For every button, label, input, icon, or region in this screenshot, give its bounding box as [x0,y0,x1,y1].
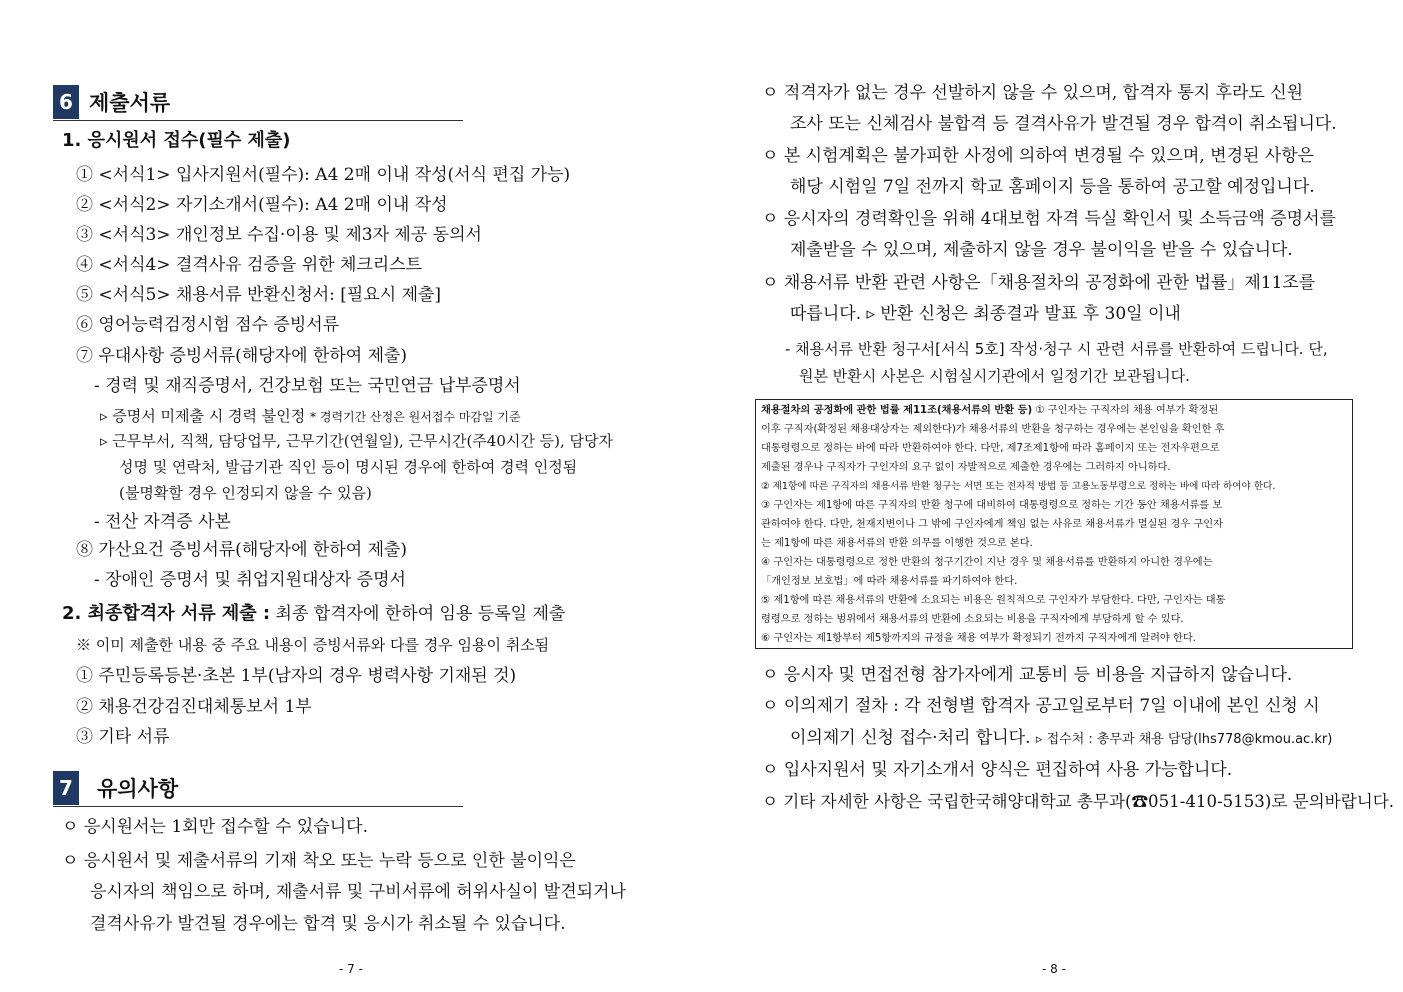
triangle-item-cont: (불명확할 경우 인정되지 않을 수 있음) [119,484,372,502]
notice-item-cont [790,726,1332,752]
notice-item-text: 이의제기 신청 접수·처리 합니다. [790,728,1031,748]
dash-item-cont: 원본 반환시 사본은 시험실시기관에서 일정기간 보관됩니다. [799,367,1190,385]
notice-item: ㅇ 이의제기 절차 : 각 전형별 합격자 공고일로부터 7일 이내에 본인 신청 시 [762,696,1320,716]
contact-text: ▹ 접수처 : 총무과 채용 담당(lhs778@kmou.ac.kr) [1035,732,1333,747]
law-line: 대통령령으로 정하는 바에 따라 반환하여야 한다. 다만, 제7조제1항에 따라 홈페이지 또는 전자우편으로 [761,443,1220,454]
notice-item: ㅇ 적격자가 없는 경우 선발하지 않을 수 있으며, 합격자 통지 후라도 신원 [762,83,1304,103]
law-title: 채용절차의 공정화에 관한 법률 제11조(채용서류의 반환 등) [761,405,1033,416]
notice-item: ㅇ 응시원서 및 제출서류의 기재 착오 또는 누락 등으로 인한 불이익은 [62,851,576,871]
dash-item: - 전산 자격증 사본 [94,512,231,532]
notice-item-cont: 제출받을 수 있으며, 제출하지 않을 경우 불이익을 받을 수 있습니다. [790,240,1293,260]
law-line: ⑤ 제1항에 따른 채용서류의 반환에 소요되는 비용은 원칙적으로 구인자가 부담한다. 다만, 구인자는 대통 [761,595,1226,606]
notice-item: ㅇ 채용서류 반환 관련 사항은「채용절차의 공정화에 관한 법률」제11조를 [762,273,1316,293]
law-line: ② 제1항에 따른 구직자의 채용서류 반환 청구는 서면 또는 전자적 방법 등 고용노동부령으로 정하는 바에 따라 하여야 한다. [761,481,1276,492]
subheading-1: 1. 응시원서 접수(필수 제출) [62,130,291,151]
section-underline [53,120,463,121]
page-left [0,0,700,992]
section-title: 제출서류 [89,91,171,115]
notice-item: ㅇ 본 시험계획은 불가피한 사정에 의하여 변경될 수 있으며, 변경된 사항은 [762,146,1315,166]
law-line: 제출된 경우나 구직자가 구인자의 요구 없이 자발적으로 제출한 경우에는 그러하지 아니하다. [761,462,1171,473]
notice-item-cont: 응시자의 책임으로 하며, 제출서류 및 구비서류에 허위사실이 발견되거나 [90,882,626,902]
list-item: ② <서식2> 자기소개서(필수): A4 2매 이내 작성 [76,195,448,215]
list-item: ⑥ 영어능력검정시험 점수 증빙서류 [76,315,340,335]
law-line: 「개인정보 보호법」에 따라 채용서류를 파기하여야 한다. [761,576,1018,587]
section-title: 유의사항 [97,777,179,801]
page-number: - 8 - [1042,962,1066,976]
notice-item: ㅇ 응시자의 경력확인을 위해 4대보험 자격 득실 확인서 및 소득금액 증명서를 [762,209,1336,229]
notice-item-cont: 따릅니다. ▹ 반환 신청은 최종결과 발표 후 30일 이내 [790,304,1181,324]
notice-item-cont: 결격사유가 발견될 경우에는 합격 및 응시가 취소될 수 있습니다. [90,914,566,934]
list-item: ⑧ 가산요건 증빙서류(해당자에 한하여 제출) [76,540,408,560]
section-number: 6 [53,85,79,119]
notice-item-cont: 조사 또는 신체검사 불합격 등 결격사유가 발견될 경우 합격이 취소됩니다. [790,114,1337,134]
triangle-item: ▹ 근무부서, 직책, 담당업무, 근무기간(연월일), 근무시간(주40시간 등), 담당자 [100,432,613,450]
law-line: 관하여야 한다. 다만, 천재지변이나 그 밖에 구인자에게 책임 없는 사유로 채용서류가 멸실된 경우 구인자 [761,519,1223,530]
law-line [761,405,1218,417]
subheading-2 [62,602,565,626]
law-line: 는 제1항에 따른 채용서류의 반환 의무를 이행한 것으로 본다. [761,538,1033,549]
dash-item: - 경력 및 재직증명서, 건강보험 또는 국민연금 납부증명서 [94,376,521,396]
note-text: ※ 이미 제출한 내용 중 주요 내용이 증빙서류와 다를 경우 임용이 취소됨 [76,636,550,654]
section-underline [53,806,463,807]
section-6-header [53,84,170,120]
subheading-2-text: 최종 합격자에 한하여 임용 등록일 제출 [275,604,566,624]
list-item: ③ <서식3> 개인정보 수집·이용 및 제3자 제공 동의서 [76,225,482,245]
law-line: ④ 구인자는 대통령령으로 정한 반환의 청구기간이 지난 경우 및 채용서류를 반환하지 아니한 경우에는 [761,557,1213,568]
triangle-item-cont: 성명 및 연락처, 발급기관 직인 등이 명시된 경우에 한하여 경력 인정됨 [119,458,578,476]
notice-item: ㅇ 기타 자세한 사항은 국립한국해양대학교 총무과(☎051-410-5153)로 문의바랍니다. [762,792,1395,811]
page-number: - 7 - [339,962,363,976]
notice-item: ㅇ 입사지원서 및 자기소개서 양식은 편집하여 사용 가능합니다. [762,760,1233,780]
list-item: ⑦ 우대사항 증빙서류(해당자에 한하여 제출) [76,346,408,366]
list-item: ① 주민등록등본·초본 1부(남자의 경우 병력사항 기재된 것) [76,666,517,686]
dash-item: - 장애인 증명서 및 취업지원대상자 증명서 [94,570,406,590]
law-text: ① 구인자는 구직자의 채용 여부가 확정된 [1035,405,1219,416]
section-7-header [53,770,178,806]
law-line: ⑥ 구인자는 제1항부터 제5항까지의 규정을 채용 여부가 확정되기 전까지 구직자에게 알려야 한다. [761,633,1196,644]
law-line: ③ 구인자는 제1항에 따른 구직자의 반환 청구에 대비하여 대통령령으로 정하는 기간 동안 채용서류를 보 [761,500,1223,511]
list-item: ② 채용건강검진대체통보서 1부 [76,697,312,717]
law-excerpt-box [755,399,1353,649]
list-item: ① <서식1> 입사지원서(필수): A4 2매 이내 작성(서식 편집 가능) [76,165,571,185]
notice-item: ㅇ 응시원서는 1회만 접수할 수 있습니다. [62,817,368,837]
list-item: ③ 기타 서류 [76,727,170,747]
dash-item: - 채용서류 반환 청구서[서식 5호] 작성·청구 시 관련 서류를 반환하여 드립니다. 단, [785,340,1328,358]
list-item: ④ <서식4> 결격사유 검증을 위한 체크리스트 [76,255,423,275]
page-right [700,0,1403,992]
triangle-item-text: ▹ 증명서 미제출 시 경력 불인정 [100,407,306,425]
notice-item: ㅇ 응시자 및 면접전형 참가자에게 교통비 등 비용을 지급하지 않습니다. [762,665,1293,685]
list-item: ⑤ <서식5> 채용서류 반환신청서: [필요시 제출] [76,285,442,305]
notice-item-cont: 해당 시험일 7일 전까지 학교 홈페이지 등을 통하여 공고할 예정입니다. [790,177,1315,197]
law-line: 이후 구직자(확정된 채용대상자는 제외한다)가 채용서류의 반환을 청구하는 경우에는 본인임을 확인한 후 [761,424,1225,435]
section-number: 7 [53,771,79,805]
triangle-item [100,404,521,429]
law-line: 령령으로 정하는 범위에서 채용서류의 반환에 소요되는 비용을 구직자에게 부담하게 할 수 있다. [761,614,1184,625]
subheading-2-label: 2. 최종합격자 서류 제출 : [62,603,271,624]
footnote-text: * 경력기간 산정은 원서접수 마감일 기준 [310,410,521,424]
